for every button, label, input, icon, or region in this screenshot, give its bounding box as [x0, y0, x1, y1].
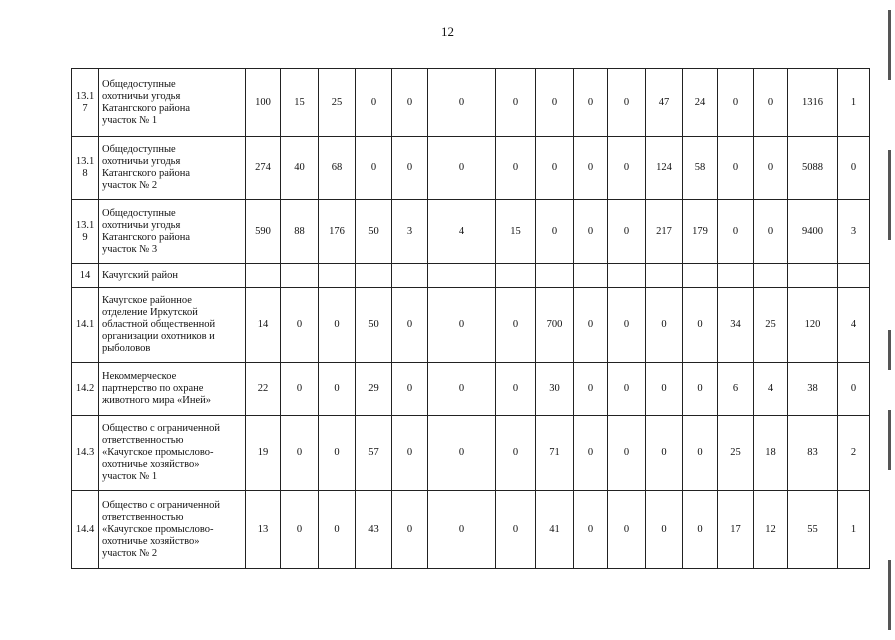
value-cell	[646, 69, 683, 137]
cell-value: 0	[661, 447, 667, 458]
row-code-cell	[72, 363, 99, 416]
cell-value: 25	[765, 319, 776, 330]
cell-value: 5088	[802, 162, 823, 173]
cell-value: 274	[255, 162, 271, 173]
value-cell	[754, 264, 788, 288]
cell-value: 9400	[802, 225, 823, 237]
cell-value: 0	[296, 319, 303, 330]
cell-value: 176	[329, 225, 345, 237]
value-cell	[428, 200, 496, 264]
cell-value: 0	[334, 447, 340, 458]
row-name-cell	[99, 491, 246, 569]
value-cell	[536, 137, 574, 200]
row-code: 14.3	[75, 447, 95, 458]
cell-value: 0	[458, 96, 465, 108]
value-cell	[754, 416, 788, 491]
cell-value: 29	[368, 383, 379, 394]
value-cell	[788, 264, 838, 288]
cell-value: 24	[694, 96, 706, 108]
cell-value: 0	[512, 447, 519, 458]
cell-value: 0	[458, 162, 465, 173]
row-name: Общедоступные охотничьи угодья Катангского района участок № 1	[102, 78, 191, 126]
cell-value: 6	[732, 383, 739, 394]
value-cell	[536, 363, 574, 416]
cell-value: 0	[623, 319, 630, 330]
row-code-cell	[72, 288, 99, 363]
table-row	[72, 491, 870, 569]
value-cell	[718, 137, 754, 200]
scan-edge-mark	[888, 410, 891, 470]
cell-value: 0	[587, 162, 594, 173]
value-cell	[496, 416, 536, 491]
cell-value: 0	[512, 96, 519, 108]
value-cell	[246, 416, 281, 491]
value-cell	[574, 491, 608, 569]
value-cell	[754, 491, 788, 569]
value-cell	[683, 363, 718, 416]
table-row	[72, 264, 870, 288]
value-cell	[496, 363, 536, 416]
value-cell	[608, 137, 646, 200]
value-cell	[319, 288, 356, 363]
scan-edge-mark	[888, 10, 891, 80]
value-cell	[608, 363, 646, 416]
row-name-cell	[99, 200, 246, 264]
cell-value: 17	[730, 523, 741, 535]
value-cell	[356, 363, 392, 416]
value-cell	[838, 416, 870, 491]
table-row	[72, 288, 870, 363]
cell-value: 0	[587, 383, 594, 394]
cell-value: 0	[767, 162, 774, 173]
table-body	[72, 69, 870, 569]
cell-value: 0	[296, 383, 303, 394]
cell-value: 0	[767, 96, 774, 108]
value-cell	[356, 264, 392, 288]
value-cell	[574, 137, 608, 200]
value-cell	[392, 416, 428, 491]
value-cell	[246, 137, 281, 200]
value-cell	[428, 69, 496, 137]
row-code-cell	[72, 416, 99, 491]
value-cell	[246, 363, 281, 416]
scan-edge-mark	[888, 560, 891, 630]
cell-value: 217	[656, 225, 672, 237]
value-cell	[392, 363, 428, 416]
value-cell	[246, 491, 281, 569]
value-cell	[356, 288, 392, 363]
cell-value: 0	[850, 383, 857, 394]
row-code-cell	[72, 69, 99, 137]
page-number: 12	[441, 24, 454, 39]
value-cell	[683, 288, 718, 363]
value-cell	[392, 264, 428, 288]
value-cell	[754, 69, 788, 137]
value-cell	[608, 264, 646, 288]
scan-edge-mark	[888, 330, 891, 370]
value-cell	[718, 491, 754, 569]
table-row	[72, 416, 870, 491]
value-cell	[496, 288, 536, 363]
cell-value: 47	[658, 96, 670, 108]
table-row	[72, 200, 870, 264]
value-cell	[838, 491, 870, 569]
cell-value: 179	[692, 225, 708, 237]
value-cell	[788, 69, 838, 137]
value-cell	[246, 200, 281, 264]
value-cell	[646, 137, 683, 200]
cell-value: 43	[368, 523, 379, 535]
cell-value: 700	[546, 319, 563, 330]
cell-value: 124	[656, 162, 672, 173]
value-cell	[608, 200, 646, 264]
value-cell	[392, 288, 428, 363]
cell-value: 0	[551, 162, 558, 173]
row-code: 13.1 7	[75, 90, 95, 114]
row-code: 14.1	[75, 319, 95, 330]
hunting-grounds-table	[71, 68, 870, 569]
row-name-cell	[99, 288, 246, 363]
value-cell	[319, 363, 356, 416]
value-cell	[281, 491, 319, 569]
value-cell	[356, 200, 392, 264]
cell-value: 0	[334, 319, 340, 330]
cell-value: 0	[697, 319, 703, 330]
value-cell	[608, 416, 646, 491]
cell-value: 1	[850, 523, 857, 535]
cell-value: 14	[257, 319, 269, 330]
value-cell	[319, 200, 356, 264]
cell-value: 4	[850, 319, 857, 330]
value-cell	[496, 264, 536, 288]
cell-value: 15	[294, 96, 305, 108]
value-cell	[356, 491, 392, 569]
cell-value: 1316	[802, 96, 823, 108]
value-cell	[718, 363, 754, 416]
row-code: 13.1 8	[75, 156, 95, 179]
row-code: 14.4	[75, 523, 95, 535]
cell-value: 0	[623, 96, 630, 108]
cell-value: 0	[850, 162, 857, 173]
row-code-cell	[72, 491, 99, 569]
value-cell	[281, 264, 319, 288]
cell-value: 2	[850, 447, 857, 458]
value-cell	[428, 363, 496, 416]
value-cell	[718, 264, 754, 288]
cell-value: 22	[257, 383, 269, 394]
cell-value: 0	[458, 523, 465, 535]
cell-value: 0	[296, 523, 303, 535]
cell-value: 0	[587, 96, 594, 108]
value-cell	[536, 264, 574, 288]
cell-value: 0	[370, 162, 377, 173]
value-cell	[392, 200, 428, 264]
value-cell	[319, 69, 356, 137]
value-cell	[683, 416, 718, 491]
row-name: Качугское районное отделение Иркутской областной общественной организации охотников и рыболовов	[102, 295, 216, 354]
value-cell	[788, 200, 838, 264]
cell-value: 0	[512, 319, 519, 330]
row-code-cell	[72, 137, 99, 200]
value-cell	[428, 137, 496, 200]
scan-edge-mark	[888, 150, 891, 240]
cell-value: 30	[549, 383, 560, 394]
value-cell	[428, 416, 496, 491]
cell-value: 0	[623, 162, 630, 173]
cell-value: 0	[623, 447, 630, 458]
cell-value: 55	[807, 523, 818, 535]
cell-value: 4	[458, 225, 465, 237]
cell-value: 41	[549, 523, 560, 535]
value-cell	[246, 264, 281, 288]
cell-value: 1	[850, 96, 857, 108]
cell-value: 34	[730, 319, 741, 330]
value-cell	[281, 200, 319, 264]
row-name: Общедоступные охотничьи угодья Катангского района участок № 3	[102, 207, 191, 255]
cell-value: 68	[331, 162, 343, 173]
row-name: Общество с ограниченной ответственностью «Качугское промыслово- охотничье хозяйство» участок № 1	[102, 423, 220, 482]
cell-value: 25	[730, 447, 741, 458]
value-cell	[246, 69, 281, 137]
cell-value: 4	[767, 383, 774, 394]
cell-value: 0	[334, 523, 340, 535]
value-cell	[838, 288, 870, 363]
value-cell	[536, 416, 574, 491]
value-cell	[574, 69, 608, 137]
cell-value: 0	[732, 225, 739, 237]
cell-value: 0	[406, 319, 413, 330]
cell-value: 0	[334, 383, 340, 394]
cell-value: 12	[765, 523, 776, 535]
value-cell	[319, 137, 356, 200]
row-name: Качугский район	[102, 269, 178, 281]
cell-value: 0	[623, 225, 630, 237]
cell-value: 15	[510, 225, 521, 237]
row-name-cell	[99, 69, 246, 137]
value-cell	[754, 200, 788, 264]
cell-value: 0	[587, 523, 594, 535]
row-name-cell	[99, 416, 246, 491]
cell-value: 0	[623, 523, 630, 535]
table-row	[72, 363, 870, 416]
value-cell	[718, 69, 754, 137]
table-row	[72, 69, 870, 137]
row-code: 14	[79, 269, 91, 281]
value-cell	[319, 416, 356, 491]
value-cell	[788, 491, 838, 569]
value-cell	[646, 288, 683, 363]
cell-value: 0	[458, 319, 465, 330]
value-cell	[281, 288, 319, 363]
cell-value: 0	[512, 383, 519, 394]
value-cell	[496, 200, 536, 264]
value-cell	[608, 491, 646, 569]
value-cell	[646, 363, 683, 416]
cell-value: 100	[255, 96, 271, 108]
value-cell	[319, 491, 356, 569]
value-cell	[392, 491, 428, 569]
cell-value: 0	[697, 523, 703, 535]
row-code: 13.1 9	[75, 219, 95, 243]
value-cell	[281, 416, 319, 491]
value-cell	[574, 200, 608, 264]
value-cell	[683, 264, 718, 288]
row-name: Некоммерческое партнерство по охране животного мира «Иней»	[102, 371, 212, 406]
value-cell	[392, 137, 428, 200]
cell-value: 0	[697, 447, 703, 458]
value-cell	[838, 200, 870, 264]
cell-value: 590	[255, 225, 271, 237]
value-cell	[754, 363, 788, 416]
value-cell	[281, 69, 319, 137]
value-cell	[536, 69, 574, 137]
cell-value: 120	[804, 319, 821, 330]
row-code: 14.2	[75, 383, 95, 394]
cell-value: 0	[732, 96, 739, 108]
cell-value: 0	[767, 225, 774, 237]
value-cell	[536, 491, 574, 569]
cell-value: 0	[512, 523, 519, 535]
cell-value: 25	[331, 96, 343, 108]
value-cell	[788, 288, 838, 363]
value-cell	[608, 69, 646, 137]
value-cell	[646, 264, 683, 288]
value-cell	[496, 137, 536, 200]
value-cell	[683, 200, 718, 264]
value-cell	[838, 264, 870, 288]
cell-value: 0	[406, 447, 413, 458]
cell-value: 83	[807, 447, 818, 458]
cell-value: 0	[661, 523, 667, 535]
cell-value: 3	[406, 225, 413, 237]
value-cell	[356, 416, 392, 491]
cell-value: 0	[512, 162, 519, 173]
value-cell	[356, 69, 392, 137]
value-cell	[788, 416, 838, 491]
value-cell	[428, 264, 496, 288]
cell-value: 0	[458, 383, 465, 394]
cell-value: 0	[587, 319, 594, 330]
value-cell	[683, 491, 718, 569]
cell-value: 0	[551, 96, 558, 108]
value-cell	[496, 69, 536, 137]
value-cell	[718, 200, 754, 264]
row-name-cell	[99, 137, 246, 200]
cell-value: 40	[294, 162, 305, 173]
value-cell	[246, 288, 281, 363]
value-cell	[356, 137, 392, 200]
value-cell	[646, 200, 683, 264]
value-cell	[754, 137, 788, 200]
value-cell	[608, 288, 646, 363]
value-cell	[496, 491, 536, 569]
value-cell	[392, 69, 428, 137]
cell-value: 50	[368, 319, 379, 330]
value-cell	[838, 363, 870, 416]
value-cell	[788, 137, 838, 200]
row-code-cell	[72, 200, 99, 264]
value-cell	[536, 200, 574, 264]
table-row	[72, 137, 870, 200]
row-name-cell	[99, 363, 246, 416]
cell-value: 0	[623, 383, 630, 394]
row-code-cell	[72, 264, 99, 288]
row-name: Общество с ограниченной ответственностью «Качугское промыслово- охотничье хозяйство» участок № 2	[102, 499, 220, 559]
value-cell	[428, 288, 496, 363]
cell-value: 57	[368, 447, 379, 458]
cell-value: 0	[697, 383, 703, 394]
value-cell	[646, 491, 683, 569]
cell-value: 50	[368, 225, 379, 237]
cell-value: 71	[549, 447, 560, 458]
cell-value: 18	[765, 447, 776, 458]
value-cell	[838, 69, 870, 137]
row-name-cell	[99, 264, 246, 288]
value-cell	[683, 69, 718, 137]
cell-value: 0	[458, 447, 465, 458]
cell-value: 0	[661, 319, 667, 330]
cell-value: 19	[257, 447, 269, 458]
cell-value: 0	[406, 383, 413, 394]
value-cell	[319, 264, 356, 288]
cell-value: 0	[551, 225, 558, 237]
value-cell	[646, 416, 683, 491]
cell-value: 13	[257, 523, 269, 535]
value-cell	[754, 288, 788, 363]
value-cell	[838, 137, 870, 200]
value-cell	[718, 416, 754, 491]
cell-value: 0	[587, 225, 594, 237]
value-cell	[574, 288, 608, 363]
value-cell	[574, 264, 608, 288]
cell-value: 0	[406, 96, 413, 108]
cell-value: 38	[807, 383, 818, 394]
value-cell	[788, 363, 838, 416]
cell-value: 0	[587, 447, 594, 458]
cell-value: 0	[406, 162, 413, 173]
value-cell	[683, 137, 718, 200]
cell-value: 0	[661, 383, 667, 394]
value-cell	[574, 363, 608, 416]
value-cell	[428, 491, 496, 569]
value-cell	[718, 288, 754, 363]
value-cell	[536, 288, 574, 363]
cell-value: 88	[294, 225, 305, 237]
cell-value: 0	[370, 96, 377, 108]
value-cell	[281, 363, 319, 416]
cell-value: 0	[296, 447, 303, 458]
value-cell	[281, 137, 319, 200]
cell-value: 58	[694, 162, 706, 173]
cell-value: 0	[406, 523, 413, 535]
cell-value: 0	[732, 162, 739, 173]
row-name: Общедоступные охотничьи угодья Катангского района участок № 2	[102, 144, 191, 191]
value-cell	[574, 416, 608, 491]
cell-value: 3	[850, 225, 857, 237]
